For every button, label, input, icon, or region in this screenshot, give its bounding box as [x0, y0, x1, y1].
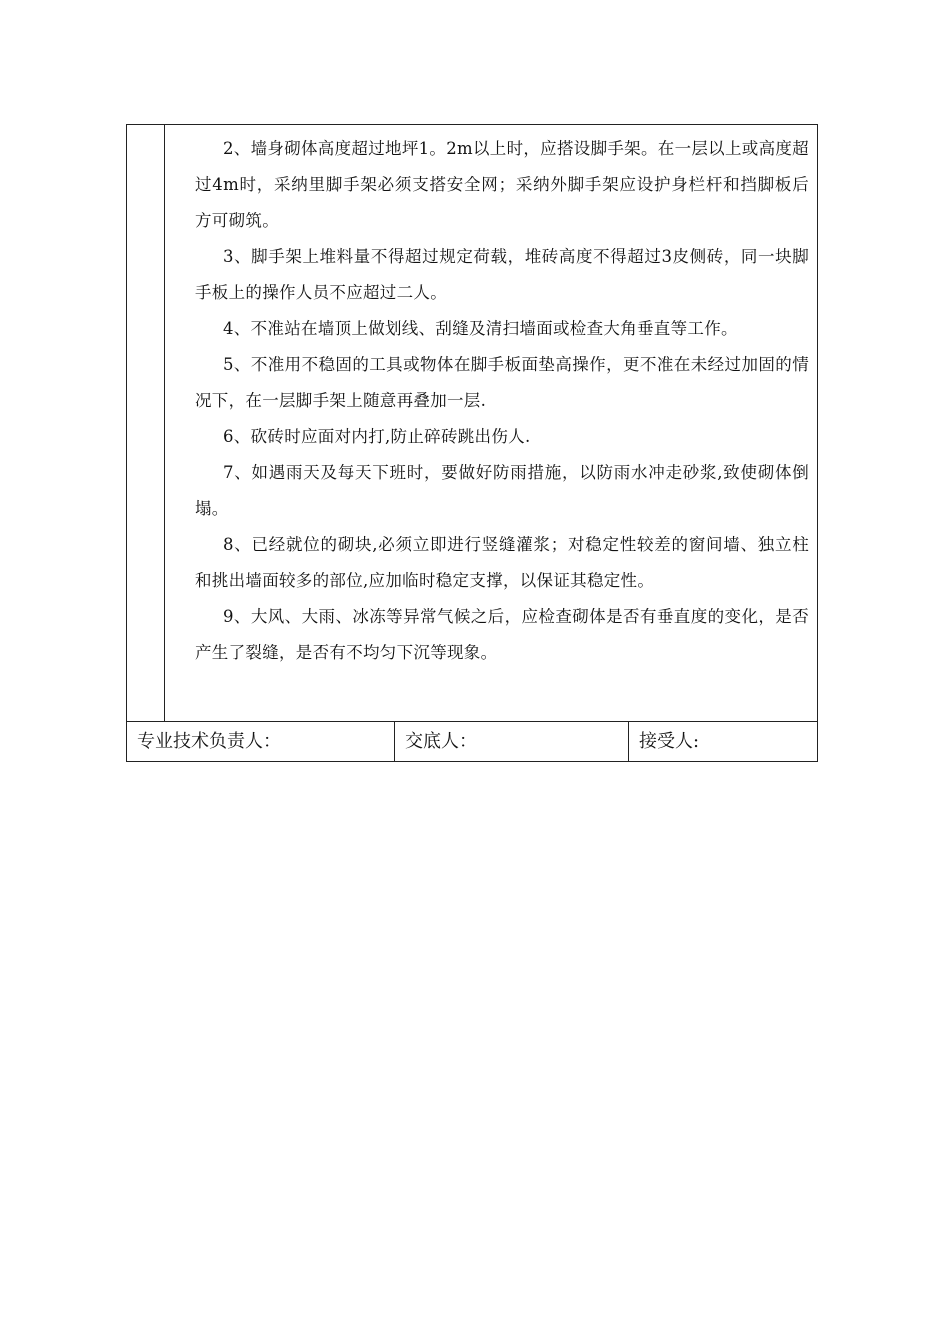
briefing-item-2: 2、墙身砌体高度超过地坪1。2m以上时，应搭设脚手架。在一层以上或高度超过4m时，采纳里脚手架必须支搭安全网；采纳外脚手架应设护身栏杆和挡脚板后方可砌筑。	[195, 139, 809, 230]
label-column	[127, 125, 165, 721]
briefing-content	[165, 125, 817, 721]
safety-briefing-table	[126, 124, 818, 762]
presenter-label: 交底人：	[395, 722, 629, 761]
briefing-item-5: 5、不准用不稳固的工具或物体在脚手板面垫高操作，更不准在未经过加固的情况下，在一层脚手架上随意再叠加一层.	[195, 355, 809, 410]
briefing-item-9: 9、大风、大雨、冰冻等异常气候之后，应检查砌体是否有垂直度的变化，是否产生了裂缝，是否有不均匀下沉等现象。	[195, 607, 809, 662]
signature-row	[127, 721, 817, 761]
briefing-item-7: 7、如遇雨天及每天下班时，要做好防雨措施，以防雨水冲走砂浆,致使砌体倒塌。	[195, 463, 809, 518]
receiver-label: 接受人:	[639, 731, 700, 752]
briefing-item-4: 4、不准站在墙顶上做划线、刮缝及清扫墙面或检查大角垂直等工作。	[223, 319, 738, 338]
briefing-item-6: 6、砍砖时应面对内打,防止碎砖跳出伤人.	[223, 427, 531, 446]
briefing-item-8: 8、已经就位的砌块,必须立即进行竖缝灌浆；对稳定性较差的窗间墙、独立柱和挑出墙面较多的部位,应加临时稳定支撑，以保证其稳定性。	[195, 535, 809, 590]
tech-lead-label: 专业技术负责人：	[127, 722, 395, 761]
briefing-item-3: 3、脚手架上堆料量不得超过规定荷载，堆砖高度不得超过3皮侧砖，同一块脚手板上的操作人员不应超过二人。	[195, 247, 809, 302]
